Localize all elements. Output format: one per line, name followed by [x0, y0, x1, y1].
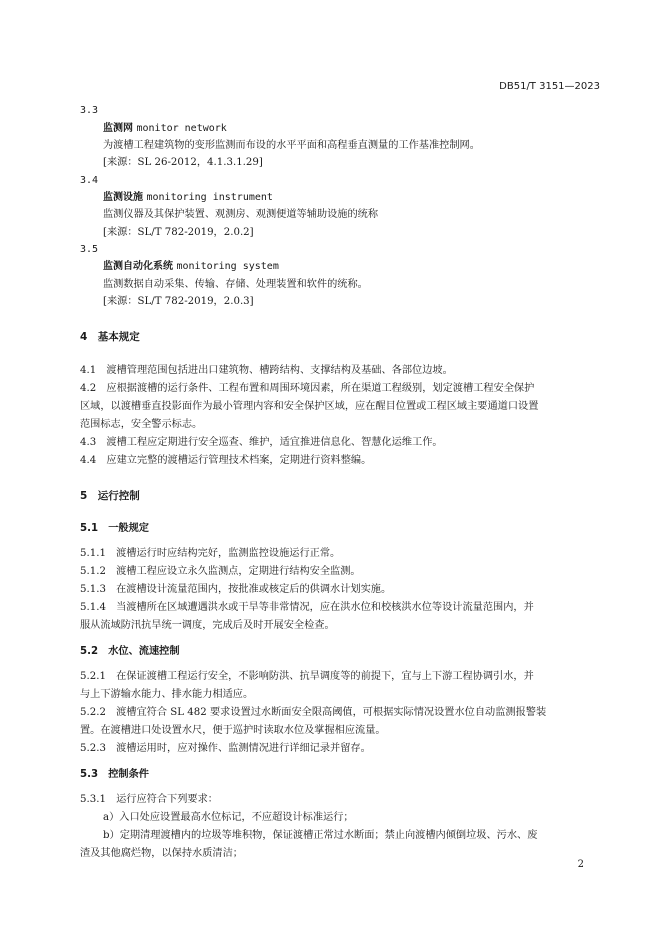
- term-cn: 监测设施: [103, 192, 143, 203]
- term-source: [来源：SL 26-2012，4.1.3.1.29]: [103, 157, 263, 168]
- list-item-continuation: 渣及其他腐烂物，以保持水质清洁；: [80, 848, 243, 859]
- term-en: monitor network: [136, 123, 227, 134]
- clause-line: 服从流域防汛抗旱统一调度，完成后及时开展安全检查。: [80, 620, 335, 631]
- list-item: a）入口处应设置最高水位标记，不应超设计标准运行；: [103, 812, 354, 823]
- standard-number: DB51/T 3151—2023: [499, 81, 600, 92]
- clause-line: 5.3.1 运行应符合下列要求：: [80, 794, 218, 805]
- clause-line: 5.1.1 渡槽运行时应结构完好，监测监控设施运行正常。: [80, 548, 341, 559]
- term-source: [来源：SL/T 782-2019，2.0.3]: [103, 296, 254, 307]
- clause-line: 5.1.3 在渡槽设计流量范围内，按批准或核定后的供调水计划实施。: [80, 584, 392, 595]
- clause-line: 4.4 应建立完整的渡槽运行管理技术档案，定期进行资料整编。: [80, 455, 372, 466]
- term-number: 3.5: [80, 244, 99, 255]
- clause-line: 置。在渡槽进口处设置水尺，便于巡护时读取水位及掌握相应流量。: [80, 725, 386, 736]
- term-number: 3.3: [80, 105, 99, 116]
- term-en: monitoring system: [176, 261, 279, 272]
- term-title: [103, 191, 273, 205]
- term-cn: 监测自动化系统: [103, 261, 173, 272]
- clause-line: 4.2 应根据渡槽的运行条件、工程布置和周围环境因素，所在渠道工程级别，划定渡槽工程安全保护: [80, 383, 535, 394]
- section-heading: 5.2 水位、流速控制: [80, 646, 180, 657]
- clause-line: 与上下游输水能力、排水能力相适应。: [80, 689, 254, 700]
- clause-line: 范围标志，安全警示标志。: [80, 419, 203, 430]
- term-title: [103, 122, 227, 136]
- clause-line: 5.2.2 渡槽宜符合 SL 482 要求设置过水断面安全限高阈值，可根据实际情况设置水位自动监测报警装: [80, 707, 547, 718]
- term-definition: 为渡槽工程建筑物的变形监测而布设的水平平面和高程垂直测量的工作基准控制网。: [103, 140, 480, 151]
- clause-line: 4.3 渡槽工程应定期进行安全巡查、维护，适宜推进信息化、智慧化运维工作。: [80, 437, 443, 448]
- clause-line: 4.1 渡槽管理范围包括进出口建筑物、槽跨结构、支撑结构及基础、各部位边坡。: [80, 365, 453, 376]
- clause-line: 5.2.3 渡槽运用时，应对操作、监测情况进行详细记录并留存。: [80, 743, 371, 754]
- term-title: [103, 260, 279, 274]
- clause-line: 5.1.2 渡槽工程应设立永久监测点，定期进行结构安全监测。: [80, 566, 361, 577]
- chapter-heading: 5 运行控制: [80, 490, 140, 502]
- clause-line: 5.2.1 在保证渡槽工程运行安全，不影响防洪、抗旱调度等的前提下，宜与上下游工程协调引水，并: [80, 671, 534, 682]
- term-en: monitoring instrument: [146, 192, 273, 203]
- list-item: b）定期清理渡槽内的垃圾等堆积物，保证渡槽正常过水断面；禁止向渡槽内倾倒垃圾、污水、废: [103, 830, 538, 841]
- section-heading: 5.1 一般规定: [80, 523, 149, 534]
- chapter-heading: 4 基本规定: [80, 331, 140, 343]
- clause-line: 5.1.4 当渡槽所在区域遭遇洪水或干旱等非常情况，应在洪水位和校核洪水位等设计流量范围内，并: [80, 602, 534, 613]
- page-number: 2: [577, 859, 584, 870]
- term-definition: 监测数据自动采集、传输、存储、处理装置和软件的统称。: [103, 279, 368, 290]
- section-heading: 5.3 控制条件: [80, 769, 149, 780]
- term-cn: 监测网: [103, 123, 133, 134]
- term-source: [来源：SL/T 782-2019，2.0.2]: [103, 227, 254, 238]
- term-definition: 监测仪器及其保护装置、观测房、观测便道等辅助设施的统称: [103, 209, 379, 220]
- clause-line: 区域，以渡槽垂直投影面作为最小管理内容和安全保护区域，应在醒目位置或工程区域主要通道口设置: [80, 401, 539, 412]
- term-number: 3.4: [80, 175, 99, 186]
